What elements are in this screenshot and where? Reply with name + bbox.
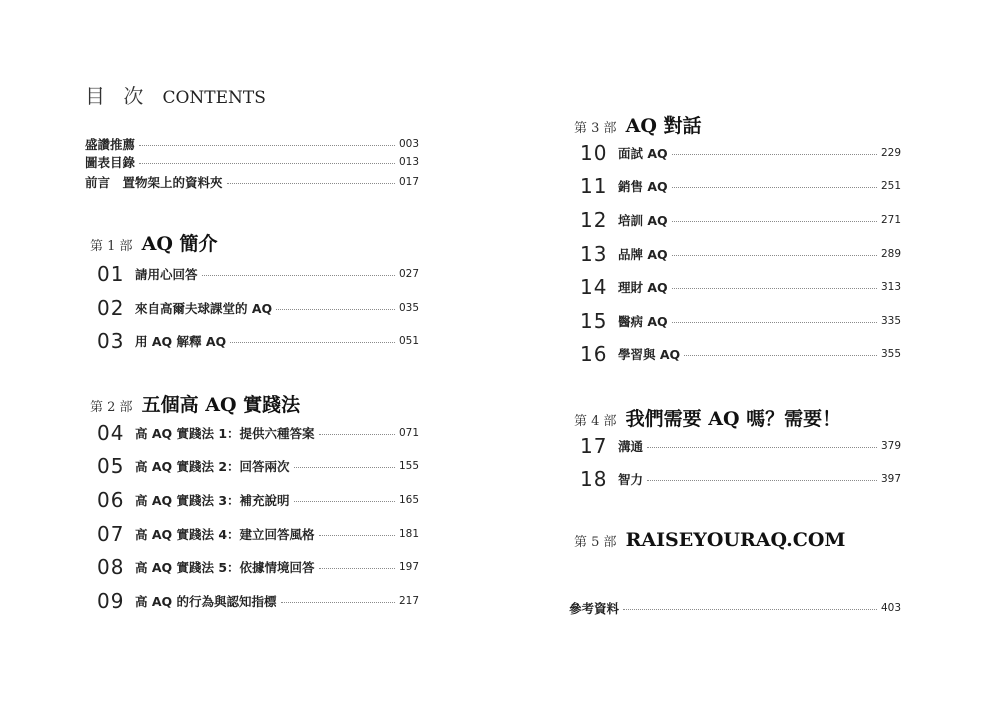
chapter-number: 09 — [97, 589, 125, 613]
chapter-number: 13 — [580, 242, 608, 266]
chapter-title: 高 AQ 實踐法 3：補充說明 — [135, 493, 290, 508]
part-title: AQ 簡介 — [141, 233, 218, 255]
chapter-number: 06 — [97, 488, 125, 512]
chapter-title: 銷售 AQ — [618, 179, 668, 194]
chapter-title: 醫病 AQ — [618, 314, 668, 329]
chapter-title: 學習與 AQ — [618, 347, 681, 362]
dot-leader — [139, 145, 395, 146]
part-number: 第 3 部 — [574, 121, 617, 136]
toc-chapter-01[interactable] — [97, 263, 419, 285]
entry-label: 圖表目錄 — [85, 155, 136, 170]
chapter-number: 12 — [580, 208, 608, 232]
chapter-number: 11 — [580, 174, 608, 198]
chapter-page: 335 — [880, 315, 901, 327]
dot-leader — [623, 609, 877, 610]
chapter-title: 面試 AQ — [618, 146, 668, 161]
chapter-page: 251 — [880, 180, 901, 192]
dot-leader — [672, 154, 877, 155]
toc-heading — [85, 80, 266, 109]
part-heading-5 — [574, 529, 845, 551]
entry-label: 前言 置物架上的資料夾 — [85, 175, 223, 190]
chapter-number: 10 — [580, 141, 608, 165]
toc-chapter-17[interactable] — [580, 435, 901, 457]
toc-chapter-11[interactable] — [580, 175, 901, 197]
dot-leader — [672, 221, 877, 222]
toc-title-en: CONTENTS — [162, 88, 266, 108]
toc-chapter-13[interactable] — [580, 243, 901, 265]
chapter-title: 智力 — [618, 472, 644, 487]
chapter-page: 035 — [398, 302, 419, 314]
chapter-number: 03 — [97, 329, 125, 353]
toc-chapter-18[interactable] — [580, 468, 901, 490]
part-title: RAISEYOURAQ.COM — [625, 529, 846, 551]
toc-title-zh: 目 次 — [85, 84, 150, 108]
dot-leader — [227, 183, 395, 184]
dot-leader — [139, 163, 395, 164]
dot-leader — [319, 568, 395, 569]
chapter-number: 17 — [580, 434, 608, 458]
toc-chapter-10[interactable] — [580, 142, 901, 164]
chapter-title: 高 AQ 實踐法 1：提供六種答案 — [135, 426, 315, 441]
toc-chapter-07[interactable] — [97, 523, 419, 545]
chapter-page: 051 — [398, 335, 419, 347]
part-heading-2 — [90, 390, 300, 417]
chapter-number: 08 — [97, 555, 125, 579]
part-number: 第 1 部 — [90, 239, 133, 254]
toc-chapter-03[interactable] — [97, 330, 419, 352]
chapter-number: 14 — [580, 275, 608, 299]
dot-leader — [294, 467, 395, 468]
chapter-page: 355 — [880, 348, 901, 360]
dot-leader — [672, 255, 877, 256]
chapter-title: 溝通 — [618, 439, 644, 454]
chapter-page: 217 — [398, 595, 419, 607]
chapter-page: 071 — [398, 427, 419, 439]
chapter-title: 用 AQ 解釋 AQ — [135, 334, 227, 349]
chapter-title: 培訓 AQ — [618, 213, 668, 228]
dot-leader — [294, 501, 395, 502]
toc-chapter-14[interactable] — [580, 276, 901, 298]
chapter-page: 181 — [398, 528, 419, 540]
part-number: 第 4 部 — [574, 414, 617, 429]
chapter-title: 高 AQ 實踐法 5：依據情境回答 — [135, 560, 315, 575]
entry-label: 盛讚推薦 — [85, 137, 136, 152]
toc-chapter-15[interactable] — [580, 310, 901, 332]
entry-page: 013 — [398, 156, 419, 168]
toc-chapter-08[interactable] — [97, 556, 419, 578]
dot-leader — [319, 434, 395, 435]
chapter-number: 07 — [97, 522, 125, 546]
chapter-title: 高 AQ 的行為與認知指標 — [135, 594, 277, 609]
dot-leader — [202, 275, 395, 276]
chapter-title: 來自高爾夫球課堂的 AQ — [135, 301, 273, 316]
part-number: 第 2 部 — [90, 400, 133, 415]
chapter-title: 理財 AQ — [618, 280, 668, 295]
part-title: 五個高 AQ 實踐法 — [141, 394, 301, 416]
toc-entry-references[interactable] — [569, 597, 901, 619]
toc-entry-front-2[interactable] — [85, 151, 419, 173]
dot-leader — [281, 602, 395, 603]
chapter-title: 高 AQ 實踐法 4：建立回答風格 — [135, 527, 315, 542]
chapter-number: 15 — [580, 309, 608, 333]
chapter-number: 05 — [97, 454, 125, 478]
chapter-title: 高 AQ 實踐法 2：回答兩次 — [135, 459, 290, 474]
chapter-page: 289 — [880, 248, 901, 260]
chapter-number: 01 — [97, 262, 125, 286]
chapter-page: 229 — [880, 147, 901, 159]
toc-entry-front-3[interactable] — [85, 171, 419, 193]
dot-leader — [684, 355, 877, 356]
chapter-page: 155 — [398, 460, 419, 472]
chapter-number: 16 — [580, 342, 608, 366]
dot-leader — [230, 342, 395, 343]
part-heading-4 — [574, 404, 841, 431]
chapter-page: 027 — [398, 268, 419, 280]
entry-label: 參考資料 — [569, 601, 620, 616]
dot-leader — [672, 288, 877, 289]
entry-page: 003 — [398, 138, 419, 150]
part-title: 我們需要 AQ 嗎？需要！ — [625, 408, 842, 430]
dot-leader — [647, 447, 877, 448]
chapter-page: 271 — [880, 214, 901, 226]
dot-leader — [647, 480, 877, 481]
chapter-page: 197 — [398, 561, 419, 573]
dot-leader — [276, 309, 395, 310]
chapter-title: 請用心回答 — [135, 267, 198, 282]
part-number: 第 5 部 — [574, 535, 617, 550]
toc-chapter-04[interactable] — [97, 422, 419, 444]
toc-chapter-02[interactable] — [97, 297, 419, 319]
toc-chapter-05[interactable] — [97, 455, 419, 477]
dot-leader — [672, 187, 877, 188]
chapter-page: 379 — [880, 440, 901, 452]
toc-chapter-16[interactable] — [580, 343, 901, 365]
chapter-page: 165 — [398, 494, 419, 506]
toc-chapter-06[interactable] — [97, 489, 419, 511]
chapter-title: 品牌 AQ — [618, 247, 668, 262]
part-heading-1 — [90, 229, 218, 256]
dot-leader — [672, 322, 877, 323]
chapter-number: 02 — [97, 296, 125, 320]
entry-page: 403 — [880, 602, 901, 614]
part-title: AQ 對話 — [625, 115, 702, 137]
toc-chapter-09[interactable] — [97, 590, 419, 612]
dot-leader — [319, 535, 395, 536]
chapter-page: 313 — [880, 281, 901, 293]
chapter-number: 18 — [580, 467, 608, 491]
entry-page: 017 — [398, 176, 419, 188]
toc-chapter-12[interactable] — [580, 209, 901, 231]
part-heading-3 — [574, 111, 702, 138]
chapter-number: 04 — [97, 421, 125, 445]
chapter-page: 397 — [880, 473, 901, 485]
